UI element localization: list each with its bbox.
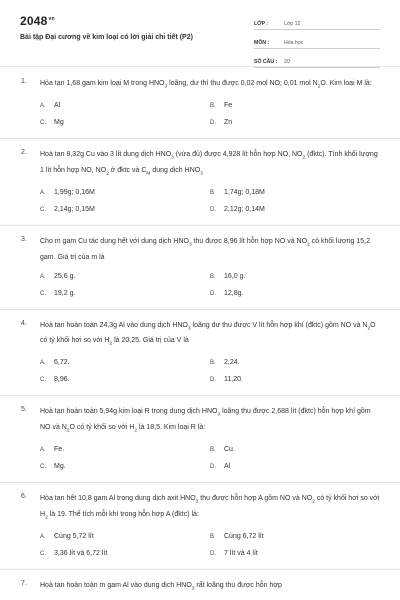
option-text: 11,20. xyxy=(224,376,243,384)
option-text: 2,24. xyxy=(224,359,240,367)
site-logo[interactable] xyxy=(20,14,55,28)
answer-option[interactable] xyxy=(40,533,210,542)
option-letter: A. xyxy=(40,533,46,540)
answer-option[interactable] xyxy=(40,273,210,282)
subscript: 2 xyxy=(302,155,306,161)
question-item xyxy=(0,493,400,570)
text-run: O. Kim loại M là: xyxy=(320,80,372,87)
text-run: loãng, dư thì thu được 0,02 mol NO; 0,01 mol N xyxy=(167,80,318,87)
option-text: 6,72. xyxy=(54,359,70,367)
answer-option[interactable] xyxy=(210,376,380,385)
text-run: loãng thu được 2,688 lít (đktc) hỗn hợp khí gồm NO và N xyxy=(40,408,371,431)
answer-option[interactable] xyxy=(40,290,210,299)
question-divider xyxy=(0,569,400,570)
header xyxy=(0,0,400,66)
answer-option[interactable] xyxy=(210,273,380,282)
answer-option[interactable] xyxy=(210,359,380,368)
question-item xyxy=(0,236,400,309)
option-text: Cu. xyxy=(224,446,235,454)
option-text: Al xyxy=(54,102,61,110)
subscript: 2 xyxy=(106,171,109,177)
answer-option[interactable] xyxy=(210,119,380,128)
option-letter: A. xyxy=(40,447,46,454)
option-text: Fe xyxy=(224,102,233,110)
option-letter: C. xyxy=(40,120,46,127)
answer-options xyxy=(40,189,382,215)
option-letter: C. xyxy=(40,207,46,214)
option-letter: C. xyxy=(40,290,46,297)
question-divider xyxy=(0,309,400,310)
page-title: Bài tập Đại cương về kim loại có lời giải chi tiết (P2) xyxy=(20,34,193,41)
text-run: Hoà tan hoàn toàn 5,94g kim loại R trong dung dịch HNO xyxy=(40,408,218,416)
question-divider xyxy=(0,482,400,483)
option-text: 2,12g; 0,14M xyxy=(224,206,265,214)
subscript: 2 xyxy=(367,325,371,331)
answer-option[interactable] xyxy=(40,376,210,385)
text-run: Hoà tan hoàn toàn m gam Al vào dung dịch HNO xyxy=(40,581,192,589)
text-run: (đktc). Tính khối lượng 1 lít hỗn hợp NO, NO xyxy=(40,151,378,174)
question-text xyxy=(40,580,382,595)
question-item xyxy=(0,320,400,397)
subscript: 3 xyxy=(195,499,199,505)
option-letter: C. xyxy=(40,464,46,471)
brand-suffix: vn xyxy=(48,16,55,22)
answer-options xyxy=(40,273,382,299)
question-divider xyxy=(0,225,400,226)
brand-text: 2048 xyxy=(20,14,48,28)
subscript: M xyxy=(146,171,151,177)
option-letter: D. xyxy=(210,290,216,297)
option-letter: B. xyxy=(210,360,216,367)
subscript: 2 xyxy=(317,84,321,90)
option-letter: D. xyxy=(210,550,216,557)
option-letter: D. xyxy=(210,377,216,384)
subscript: 3 xyxy=(164,84,168,90)
question-number: 3. xyxy=(21,236,27,244)
answer-option[interactable] xyxy=(210,550,380,559)
answer-option[interactable] xyxy=(40,550,210,559)
question-text xyxy=(40,406,382,437)
option-letter: A. xyxy=(40,103,46,110)
option-text: Al xyxy=(224,463,231,471)
meta-label: LỚP : xyxy=(254,21,269,27)
text-run: có khối lượng 15,2 gam. Giá trị của m là xyxy=(40,238,370,261)
meta-value: Hóa học xyxy=(284,40,304,46)
text-run: có tỷ khối hơi so với H xyxy=(40,495,380,518)
text-run: thu được 8,96 lít hỗn hợp NO và NO xyxy=(191,238,308,246)
subscript: 2 xyxy=(109,341,113,347)
question-number: 7. xyxy=(21,579,27,587)
meta-value: Lớp 12 xyxy=(284,21,301,27)
option-text: Cùng 6,72 lít xyxy=(224,532,264,540)
question-number: 4. xyxy=(21,319,27,327)
text-run: là 18,5. Kim loại R là: xyxy=(137,423,206,431)
subscript: 2 xyxy=(307,242,310,248)
subscript: 3 xyxy=(188,242,192,248)
subscript: 3 xyxy=(217,412,221,418)
option-text: 19,2 g. xyxy=(54,289,76,297)
option-text: Zn xyxy=(224,119,233,127)
answer-option[interactable] xyxy=(40,189,210,198)
option-text: Mg xyxy=(54,119,64,127)
question-text xyxy=(40,236,382,263)
option-letter: B. xyxy=(210,190,216,197)
answer-option[interactable] xyxy=(210,533,380,542)
question-item xyxy=(0,78,400,139)
option-text: 8,96. xyxy=(54,376,70,384)
answer-option[interactable] xyxy=(40,463,210,472)
option-letter: D. xyxy=(210,464,216,471)
question-text xyxy=(40,493,382,524)
answer-options xyxy=(40,359,382,385)
option-text: 2,14g; 0,15M xyxy=(54,206,95,214)
option-letter: A. xyxy=(40,190,46,197)
question-text xyxy=(40,320,382,351)
question-number: 1. xyxy=(21,78,27,85)
meta-label: MÔN : xyxy=(254,40,270,46)
meta-value: 20 xyxy=(284,59,290,65)
subscript: 2 xyxy=(66,428,70,434)
answer-options xyxy=(40,102,382,128)
question-number: 6. xyxy=(21,493,27,501)
option-letter: B. xyxy=(210,103,216,110)
text-run: Cho m gam Cu tác dụng hết với dung dịch HNO xyxy=(40,238,189,246)
answer-option[interactable] xyxy=(210,446,380,455)
meta-label: SỐ CÂU : xyxy=(254,59,278,65)
question-divider xyxy=(0,138,400,139)
text-run: là 19. Thể tích mỗi khí trong hỗn hợp A (đktc) là: xyxy=(47,510,199,518)
meta-panel xyxy=(254,14,380,71)
answer-option[interactable] xyxy=(210,206,380,215)
answer-options xyxy=(40,533,382,559)
option-letter: D. xyxy=(210,207,216,214)
question-list xyxy=(0,78,400,595)
option-letter: B. xyxy=(210,533,216,540)
text-run: loãng dư thu được V lít hỗn hợp khí (đktc) gồm NO và N xyxy=(190,321,368,329)
option-letter: C. xyxy=(40,550,46,557)
question-text xyxy=(40,149,382,180)
answer-option[interactable] xyxy=(40,102,210,111)
text-run: ở đktc và C xyxy=(108,166,147,174)
option-text: 25,6 g. xyxy=(54,272,76,280)
text-run: O có tỷ khối hơi so với H xyxy=(40,321,376,344)
question-item xyxy=(0,406,400,483)
question-number: 2. xyxy=(21,149,27,157)
question-item xyxy=(0,580,400,595)
text-run: rất loãng thu được hỗn hợp xyxy=(194,581,282,589)
option-letter: B. xyxy=(210,447,216,454)
subscript: 2 xyxy=(134,428,138,434)
option-text: 16,0 g. xyxy=(224,272,246,280)
text-run: Hòa tan 1,68 gam kim loại M trong HNO xyxy=(40,80,165,87)
subscript: 3 xyxy=(171,155,174,161)
option-text: 7 lít và 4 lít xyxy=(224,549,258,557)
option-text: 1,74g; 0,18M xyxy=(224,189,265,197)
text-run: Hòa tan hết 10,8 gam Al trong dung dịch axit HNO xyxy=(40,495,196,503)
answer-option[interactable] xyxy=(40,119,210,128)
header-divider xyxy=(0,66,400,67)
option-letter: A. xyxy=(40,360,46,367)
answer-option[interactable] xyxy=(210,189,380,198)
meta-row xyxy=(254,14,380,30)
answer-option[interactable] xyxy=(210,463,380,472)
option-text: Fe. xyxy=(54,446,65,454)
subscript: 2 xyxy=(312,499,315,505)
text-run: dung dịch HNO xyxy=(150,166,201,174)
subscript: 2 xyxy=(45,514,48,520)
option-text: 12,8g. xyxy=(224,289,244,297)
option-text: Mg. xyxy=(54,463,66,471)
subscript: 3 xyxy=(187,325,191,331)
option-text: 3,36 lít và 6,72 lít xyxy=(54,549,108,557)
text-run: là 20,25. Giá trị của V là xyxy=(112,336,189,344)
option-letter: C. xyxy=(40,377,46,384)
question-item xyxy=(0,149,400,226)
meta-row xyxy=(254,33,380,49)
option-letter: A. xyxy=(40,273,46,280)
question-number: 5. xyxy=(21,406,27,414)
option-letter: B. xyxy=(210,273,216,280)
text-run: Hoà tan 8,32g Cu vào 3 lít dung dịch HNO xyxy=(40,151,172,159)
question-divider xyxy=(0,395,400,396)
text-run: (vừa đủ) được 4,928 lít hỗn hợp NO, NO xyxy=(173,151,303,159)
option-text: Cùng 5,72 lít xyxy=(54,532,94,540)
answer-option[interactable] xyxy=(210,290,380,299)
subscript: 3 xyxy=(191,586,195,592)
subscript: 3 xyxy=(200,171,203,177)
option-text: 1,99g; 0,16M xyxy=(54,189,95,197)
text-run: O có tỷ khối so với H xyxy=(69,423,135,431)
answer-option[interactable] xyxy=(40,446,210,455)
text-run: Hoà tan hoàn toàn 24,3g Al vào dung dịch HNO xyxy=(40,321,188,329)
question-text xyxy=(40,78,382,93)
answer-options xyxy=(40,446,382,472)
text-run: thu được hỗn hợp A gồm NO và NO xyxy=(198,495,313,503)
option-letter: D. xyxy=(210,120,216,127)
answer-option[interactable] xyxy=(40,206,210,215)
answer-option[interactable] xyxy=(40,359,210,368)
answer-option[interactable] xyxy=(210,102,380,111)
